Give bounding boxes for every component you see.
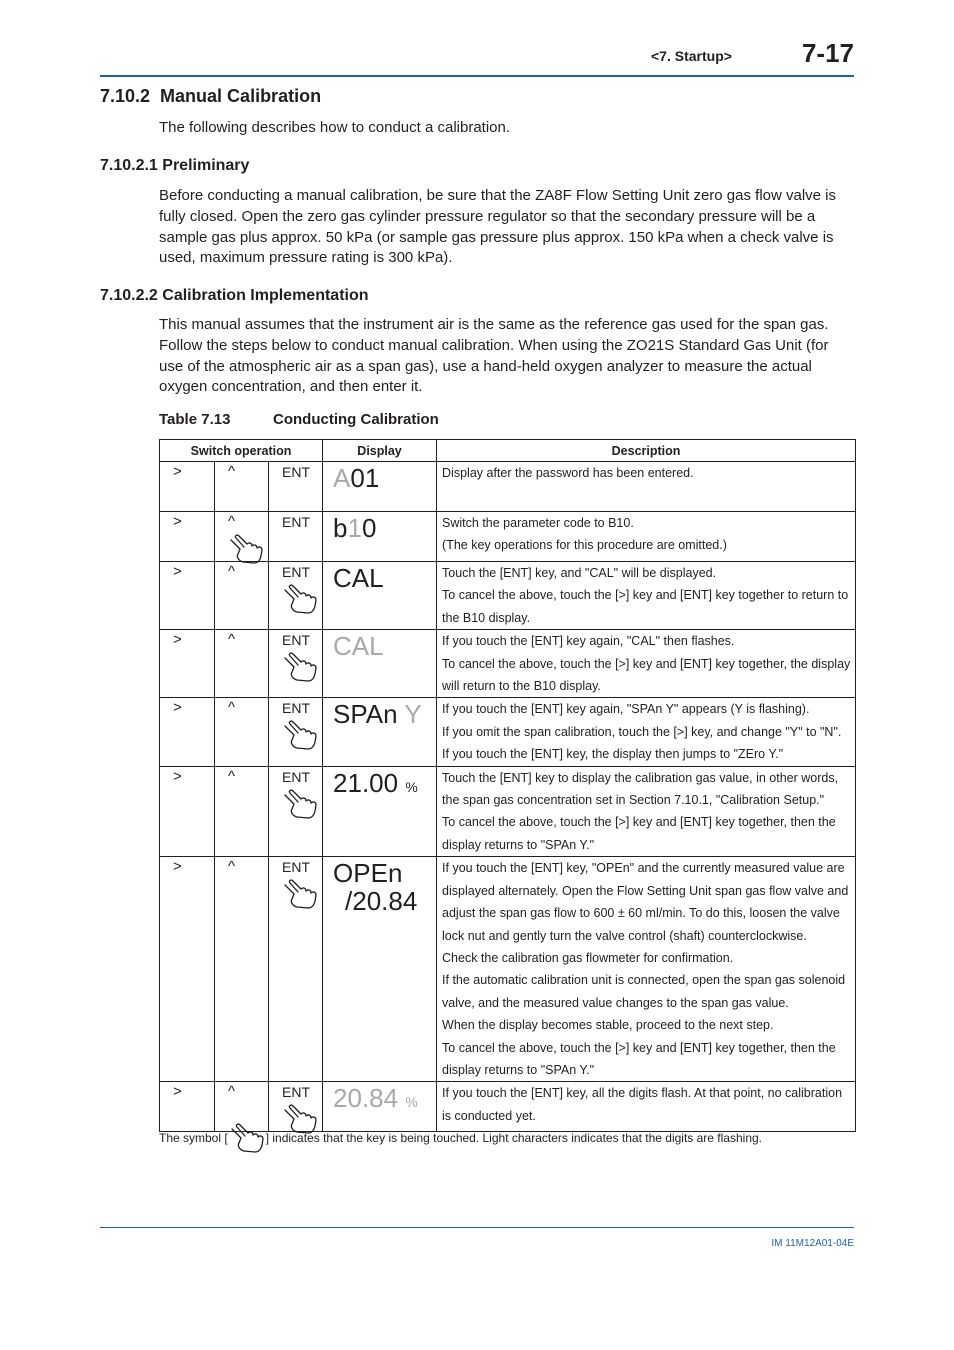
switch-cell — [269, 766, 323, 857]
ent-key-label: ENT — [282, 768, 310, 785]
display-cell — [323, 512, 437, 562]
switch-cell — [215, 562, 269, 630]
description-line: Touch the [ENT] key, and "CAL" will be displayed. — [442, 566, 717, 580]
display-text: b — [333, 513, 348, 543]
switch-cell — [215, 512, 269, 562]
right-key-label: > — [173, 631, 182, 649]
right-key-label: > — [173, 563, 182, 580]
header-rule — [100, 75, 854, 77]
switch-cell — [269, 562, 323, 630]
touch-hand-icon — [281, 789, 319, 821]
description-line: Touch the [ENT] key to display the calibration gas value, in other words, the span gas concentration set in Section 7.10.1, "Calibration Setup." — [442, 770, 839, 808]
up-key-label: ^ — [228, 699, 236, 717]
description-line: When the display becomes stable, proceed to the next step. — [442, 1018, 774, 1033]
description-line: To cancel the above, touch the [>] key and [ENT] key together, the display will return to the B10 display. — [442, 656, 851, 694]
table-row — [160, 462, 856, 512]
switch-cell — [269, 512, 323, 562]
display-text: 21.00 — [333, 767, 399, 798]
table-caption — [159, 411, 439, 428]
display-flashing-text: 1 — [347, 513, 362, 543]
table-row — [160, 766, 856, 857]
header-section-title: <7. Startup> — [651, 48, 732, 64]
display-flashing-text: CAL — [333, 631, 384, 662]
switch-cell — [160, 698, 215, 766]
page-number: 7-17 — [801, 38, 854, 68]
table-caption-title: Conducting Calibration — [273, 411, 439, 428]
touch-hand-icon — [228, 1123, 266, 1155]
footnote — [159, 1122, 762, 1155]
preliminary-heading: 7.10.2.1 Preliminary — [100, 157, 250, 174]
ent-key-label: ENT — [282, 859, 310, 876]
display-cell — [323, 698, 437, 766]
touch-hand-icon — [281, 879, 319, 911]
display-text: 01 — [350, 463, 380, 493]
display-unit: % — [405, 1094, 418, 1111]
switch-cell — [215, 698, 269, 766]
section-number: 7.10.2 — [100, 86, 151, 106]
description-line: If you touch the [ENT] key again, "SPAn Y" appears (Y is flashing). — [442, 702, 810, 717]
table-row — [160, 512, 856, 562]
up-key-label: ^ — [228, 767, 236, 785]
touch-hand-icon — [281, 584, 319, 616]
ent-key-label: ENT — [282, 564, 310, 580]
up-key-label: ^ — [228, 631, 236, 649]
description-line: Display after the password has been entered. — [442, 466, 694, 480]
description-line: Switch the parameter code to B10. — [442, 516, 634, 530]
description-line: To cancel the above, touch the [>] key and [ENT] key together to return to the B10 display. — [442, 588, 849, 625]
switch-cell — [215, 766, 269, 857]
description-cell — [437, 562, 856, 630]
up-key-label: ^ — [228, 463, 236, 480]
document-id: IM 11M12A01-04E — [771, 1238, 854, 1249]
description-line: If the automatic calibration unit is connected, open the span gas solenoid valve, and the measured value changes to the span gas value. — [442, 973, 846, 1010]
switch-cell — [215, 630, 269, 698]
up-key-label: ^ — [228, 858, 236, 876]
display-cell — [323, 462, 437, 512]
footer-rule — [100, 1227, 854, 1228]
switch-cell — [160, 462, 215, 512]
header-switch-operation: Switch operation — [160, 440, 323, 462]
description-cell — [437, 857, 856, 1082]
display-text: 0 — [361, 513, 377, 543]
description-line: If you omit the span calibration, touch the [>] key, and change "Y" to "N". — [442, 724, 842, 739]
section-heading — [100, 86, 321, 107]
up-key-label: ^ — [228, 563, 236, 580]
display-flashing-text: Y — [404, 699, 422, 730]
display-text: CAL — [333, 563, 384, 593]
up-key-label: ^ — [228, 1083, 236, 1101]
right-key-label: > — [173, 767, 182, 785]
table-row — [160, 630, 856, 698]
ent-key-label: ENT — [282, 514, 310, 530]
table-row — [160, 857, 856, 1082]
description-cell — [437, 766, 856, 857]
display-flashing-text: 20.84 — [333, 1083, 399, 1114]
display-text: OPEn — [333, 858, 403, 889]
switch-cell — [215, 462, 269, 512]
table-row — [160, 562, 856, 630]
switch-cell — [160, 766, 215, 857]
touch-hand-icon — [281, 720, 319, 752]
footnote-after: ] indicates that the key is being touched. Light characters indicates that the digits are flashing. — [265, 1131, 762, 1145]
right-key-label: > — [173, 858, 182, 876]
implementation-heading: 7.10.2.2 Calibration Implementation — [100, 287, 369, 304]
section-intro: The following describes how to conduct a calibration. — [159, 119, 511, 136]
footnote-before: The symbol [ — [159, 1131, 228, 1145]
display-cell — [323, 766, 437, 857]
description-line: If you touch the [ENT] key, the display then jumps to "ZEro Y." — [442, 747, 784, 762]
description-cell — [437, 512, 856, 562]
up-key-label: ^ — [228, 513, 236, 530]
ent-key-label: ENT — [282, 464, 310, 480]
right-key-label: > — [173, 1083, 182, 1101]
ent-key-label: ENT — [282, 1084, 310, 1101]
description-line: To cancel the above, touch the [>] key and [ENT] key together, then the display returns to "SPAn Y." — [442, 815, 836, 852]
display-text-line2: /20.84 — [345, 886, 418, 917]
switch-cell — [269, 462, 323, 512]
header-description: Description — [437, 440, 856, 462]
implementation-text: This manual assumes that the instrument air is the same as the reference gas used for the span gas. Follow the steps below to conduct manual calibration. When using the ZO21S Standard Gas Unit (for use of the atmospheric air as a span gas), use a hand-held oxygen analyzer to measure the actual oxygen concentration, and then enter it. — [159, 316, 829, 396]
description-cell — [437, 698, 856, 766]
description-line: To cancel the above, touch the [>] key and [ENT] key together, then the display returns to "SPAn Y." — [442, 1040, 836, 1077]
ent-key-label: ENT — [282, 700, 310, 717]
description-line: If you touch the [ENT] key, "OPEn" and the currently measured value are displayed alternately. Open the Flow Setting Unit span gas flow valve and adjust the span gas flow to 600 ± 60 ml/min. To do this, loosen the valve lock nut and gently turn the valve control (shaft) counterclockwise. — [442, 861, 849, 943]
description-cell — [437, 462, 856, 512]
switch-cell — [160, 512, 215, 562]
switch-cell — [160, 857, 215, 1082]
display-flashing-text: A — [333, 463, 351, 493]
description-cell — [437, 630, 856, 698]
ent-key-label: ENT — [282, 632, 310, 649]
description-line: (The key operations for this procedure are omitted.) — [442, 538, 727, 553]
header-display: Display — [323, 440, 437, 462]
table-header-row — [160, 440, 856, 462]
switch-cell — [160, 630, 215, 698]
display-cell — [323, 857, 437, 1082]
right-key-label: > — [173, 463, 182, 480]
right-key-label: > — [173, 699, 182, 717]
table-row — [160, 698, 856, 766]
table-caption-number: Table 7.13 — [159, 411, 231, 428]
section-title: Manual Calibration — [160, 86, 322, 106]
preliminary-text: Before conducting a manual calibration, be sure that the ZA8F Flow Setting Unit zero gas flow valve is fully closed. Open the zero gas cylinder pressure regulator so that the secondary pressure will be a sample gas plus approx. 50 kPa (or sample gas pressure plus approx. 150 kPa when a check valve is used, maximum pressure rating is 300 kPa). — [159, 187, 837, 267]
touch-hand-icon — [281, 652, 319, 684]
right-key-label: > — [173, 513, 182, 530]
switch-cell — [269, 630, 323, 698]
switch-cell — [269, 857, 323, 1082]
display-cell — [323, 630, 437, 698]
switch-cell — [160, 562, 215, 630]
description-line: Check the calibration gas flowmeter for confirmation. — [442, 950, 734, 965]
display-text: SPAn — [333, 699, 405, 730]
description-line: If you touch the [ENT] key, all the digits flash. At that point, no calibration is conducted yet. — [442, 1086, 843, 1123]
display-unit: % — [405, 778, 418, 795]
display-cell — [323, 562, 437, 630]
switch-cell — [215, 857, 269, 1082]
description-line: If you touch the [ENT] key again, "CAL" then flashes. — [442, 634, 735, 649]
switch-cell — [269, 698, 323, 766]
calibration-table — [159, 439, 856, 1132]
